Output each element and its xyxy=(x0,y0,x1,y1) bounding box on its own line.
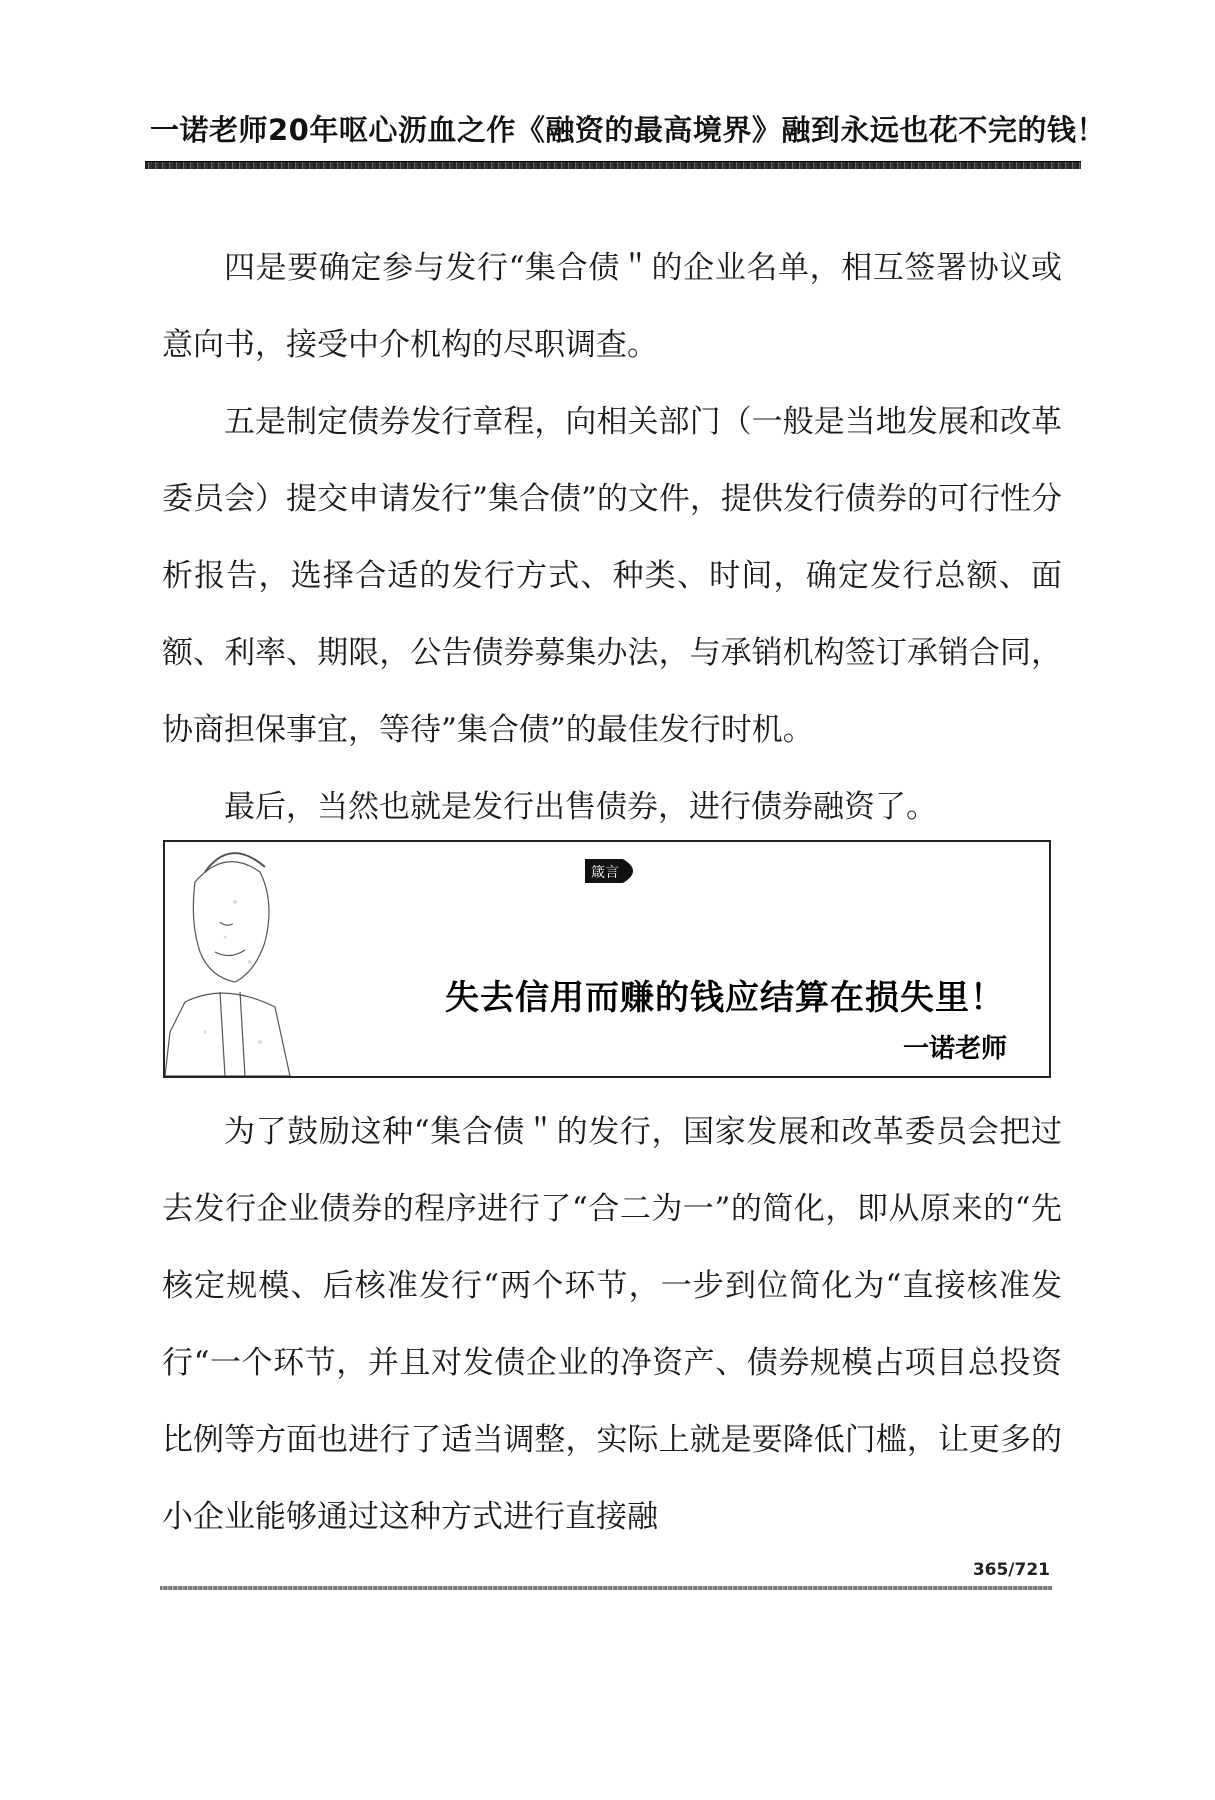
page-header-title: 一诺老师20年呕心沥血之作《融资的最高境界》融到永远也花不完的钱！ xyxy=(150,113,1106,147)
paragraph-step-five: 五是制定债券发行章程，向相关部门（一般是当地发展和改革委员会）提交申请发行”集合债”的文件，提供发行债券的可行性分析报告，选择合适的发行方式、种类、时间，确定发行总额、面额、利率、期限，公告债券募集办法，与承销机构签订承销合同，协商担保事宜，等待”集合债”的最佳发行时机。 xyxy=(162,404,1062,748)
header-divider xyxy=(145,161,1081,169)
paragraph-final-step: 最后，当然也就是发行出售债券，进行债券融资了。 xyxy=(224,789,937,825)
footer-divider xyxy=(160,1586,1052,1590)
quote-badge-label: 箴言 xyxy=(591,865,619,881)
quote-author: 一诺老师 xyxy=(902,1034,1007,1064)
quote-box xyxy=(163,840,1051,1078)
quote-badge-icon xyxy=(585,856,645,886)
paragraph-step-four: 四是要确定参与发行“集合债＂的企业名单，相互签署协议或意向书，接受中介机构的尽职调查。 xyxy=(162,250,1062,363)
paragraph-policy-simplification: 为了鼓励这种“集合债＂的发行，国家发展和改革委员会把过去发行企业债券的程序进行了“合二为一”的简化，即从原来的“先核定规模、后核准发行“两个环节，一步到位简化为“直接核准发行“一个环节，并且对发债企业的净资产、债券规模占项目总投资比例等方面也进行了适当调整，实际上就是要降低门槛，让更多的小企业能够通过这种方式进行直接融 xyxy=(162,1114,1062,1535)
page-number: 365/721 xyxy=(972,1560,1050,1580)
portrait-sketch-image xyxy=(165,842,295,1076)
quote-text: 失去信用而赚的钱应结算在损失里！ xyxy=(445,978,1005,1018)
